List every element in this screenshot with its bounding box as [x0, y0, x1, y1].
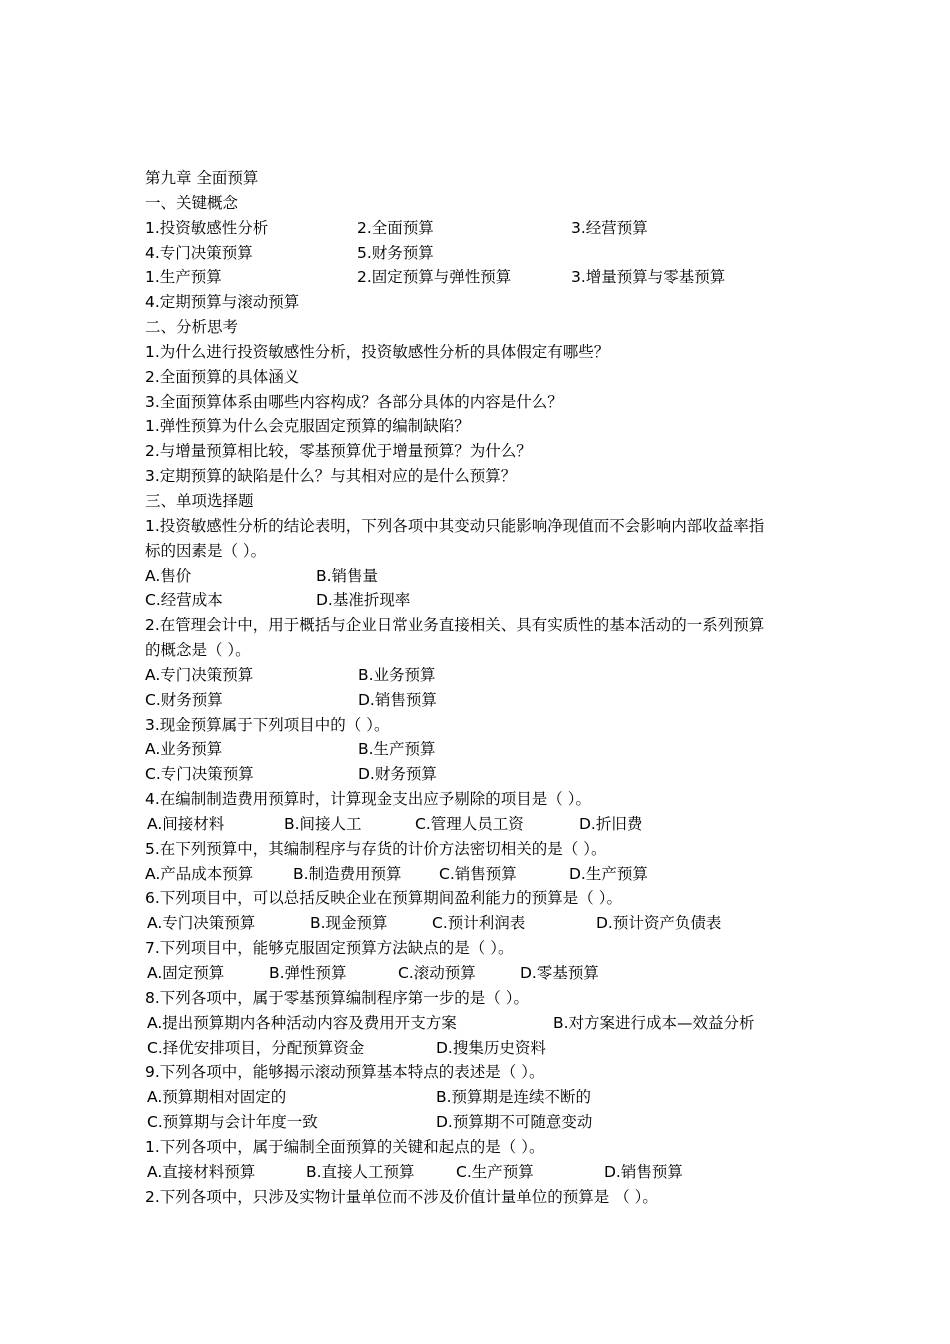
option-row [145, 564, 825, 589]
option-c: C.预计利润表 [432, 914, 526, 933]
concept-item: 2.固定预算与弹性预算 [357, 268, 512, 287]
question-text: 8.下列各项中，属于零基预算编制程序第一步的是（ ）。 [145, 988, 529, 1007]
option-row [145, 1036, 825, 1061]
option-b: B.生产预算 [358, 740, 436, 759]
concept-item: 1.生产预算 [145, 268, 222, 287]
concept-row [145, 216, 825, 241]
option-c: C.择优安排项目，分配预算资金 [147, 1038, 365, 1057]
option-d: D.销售预算 [358, 690, 437, 709]
option-a: A.提出预算期内各种活动内容及费用开支方案 [147, 1013, 457, 1032]
option-row [145, 1160, 825, 1185]
option-b: B.业务预算 [358, 665, 436, 684]
option-row [145, 911, 825, 936]
concept-item: 3.增量预算与零基预算 [571, 268, 726, 287]
question-text: 1.投资敏感性分析的结论表明，下列各项中其变动只能影响净现值而不会影响内部收益率指 [145, 516, 765, 535]
option-b: B.对方案进行成本—效益分析 [553, 1013, 755, 1032]
section-heading-single-choice: 三、单项选择题 [145, 491, 254, 510]
option-d: D.基准折现率 [316, 591, 411, 610]
question-text: 4.在编制制造费用预算时，计算现金支出应予剔除的项目是（ ）。 [145, 790, 591, 809]
section-heading-key-concepts: 一、关键概念 [145, 193, 239, 212]
option-d: D.折旧费 [579, 814, 643, 833]
option-a: A.间接材料 [147, 814, 225, 833]
option-a: A.专门决策预算 [147, 914, 256, 933]
option-row [145, 961, 825, 986]
concept-item: 4.专门决策预算 [145, 243, 253, 262]
option-row [145, 688, 825, 713]
option-b: B.制造费用预算 [293, 864, 402, 883]
option-b: B.间接人工 [284, 814, 362, 833]
option-c: C.销售预算 [439, 864, 517, 883]
option-b: B.现金预算 [310, 914, 388, 933]
question-text: 9.下列各项中，能够揭示滚动预算基本特点的表述是（ ）。 [145, 1063, 545, 1082]
analysis-question: 3.定期预算的缺陷是什么？与其相对应的是什么预算？ [145, 467, 517, 486]
question-text: 的概念是（ ）。 [145, 641, 251, 660]
option-a: A.直接材料预算 [147, 1162, 256, 1181]
concept-item: 3.经营预算 [571, 218, 648, 237]
option-row [145, 1085, 825, 1110]
analysis-question: 1.为什么进行投资敏感性分析，投资敏感性分析的具体假定有哪些？ [145, 342, 610, 361]
option-c: C.滚动预算 [398, 964, 476, 982]
option-row [145, 1110, 825, 1135]
question-text: 7.下列项目中，能够克服固定预算方法缺点的是（ ）。 [145, 939, 514, 958]
option-d: D.生产预算 [569, 864, 648, 883]
analysis-question: 1.弹性预算为什么会克服固定预算的编制缺陷？ [145, 417, 470, 436]
concept-item: 2.全面预算 [357, 218, 434, 237]
option-row [145, 588, 825, 613]
option-row [145, 862, 825, 887]
option-b: B.弹性预算 [269, 964, 347, 982]
question-text: 6.下列项目中，可以总括反映企业在预算期间盈利能力的预算是（ ）。 [145, 889, 622, 908]
option-d: D.销售预算 [604, 1162, 683, 1181]
chapter-title: 第九章 全面预算 [145, 169, 259, 187]
option-a: A.业务预算 [145, 740, 223, 759]
question-text: 2.在管理会计中，用于概括与企业日常业务直接相关、具有实质性的基本活动的一系列预算 [145, 616, 765, 635]
option-c: C.专门决策预算 [145, 765, 254, 784]
option-d: D.预计资产负债表 [596, 914, 722, 933]
option-row [145, 663, 825, 688]
option-d: D.搜集历史资料 [436, 1038, 546, 1057]
option-a: A.专门决策预算 [145, 665, 254, 684]
analysis-question: 3.全面预算体系由哪些内容构成？各部分具体的内容是什么？ [145, 392, 563, 411]
option-d: D.财务预算 [358, 765, 437, 784]
question-text: 2.下列各项中，只涉及实物计量单位而不涉及价值计量单位的预算是 （ ）。 [145, 1187, 658, 1206]
concept-row [145, 265, 825, 290]
option-row [145, 812, 825, 837]
option-b: B.预算期是连续不断的 [436, 1088, 592, 1107]
analysis-question: 2.全面预算的具体涵义 [145, 367, 300, 386]
option-d: D.预算期不可随意变动 [436, 1113, 593, 1132]
document-body [145, 166, 825, 1209]
option-row [145, 1011, 825, 1036]
option-c: C.财务预算 [145, 690, 223, 709]
option-a: A.固定预算 [147, 964, 225, 982]
concept-row [145, 241, 825, 266]
option-d: D.零基预算 [520, 964, 599, 982]
option-a: A.售价 [145, 566, 192, 585]
option-b: B.销售量 [316, 566, 379, 585]
option-a: A.预算期相对固定的 [147, 1088, 287, 1107]
option-a: A.产品成本预算 [145, 864, 254, 883]
question-text: 5.在下列预算中，其编制程序与存货的计价方法密切相关的是（ ）。 [145, 839, 607, 858]
option-b: B.直接人工预算 [306, 1162, 415, 1181]
option-c: C.生产预算 [456, 1162, 534, 1181]
concept-item: 4.定期预算与滚动预算 [145, 293, 300, 312]
option-c: C.预算期与会计年度一致 [147, 1113, 318, 1132]
question-text: 3.现金预算属于下列项目中的（ ）。 [145, 715, 390, 734]
option-c: C.经营成本 [145, 591, 223, 610]
concept-item: 5.财务预算 [357, 243, 434, 262]
section-heading-analysis: 二、分析思考 [145, 318, 239, 337]
analysis-question: 2.与增量预算相比较，零基预算优于增量预算？为什么？ [145, 442, 532, 461]
question-text: 1.下列各项中，属于编制全面预算的关键和起点的是（ ）。 [145, 1137, 545, 1156]
option-c: C.管理人员工资 [415, 814, 524, 833]
option-row [145, 762, 825, 787]
option-row [145, 737, 825, 762]
question-text: 标的因素是（ ）。 [145, 541, 267, 560]
concept-item: 1.投资敏感性分析 [145, 218, 269, 237]
